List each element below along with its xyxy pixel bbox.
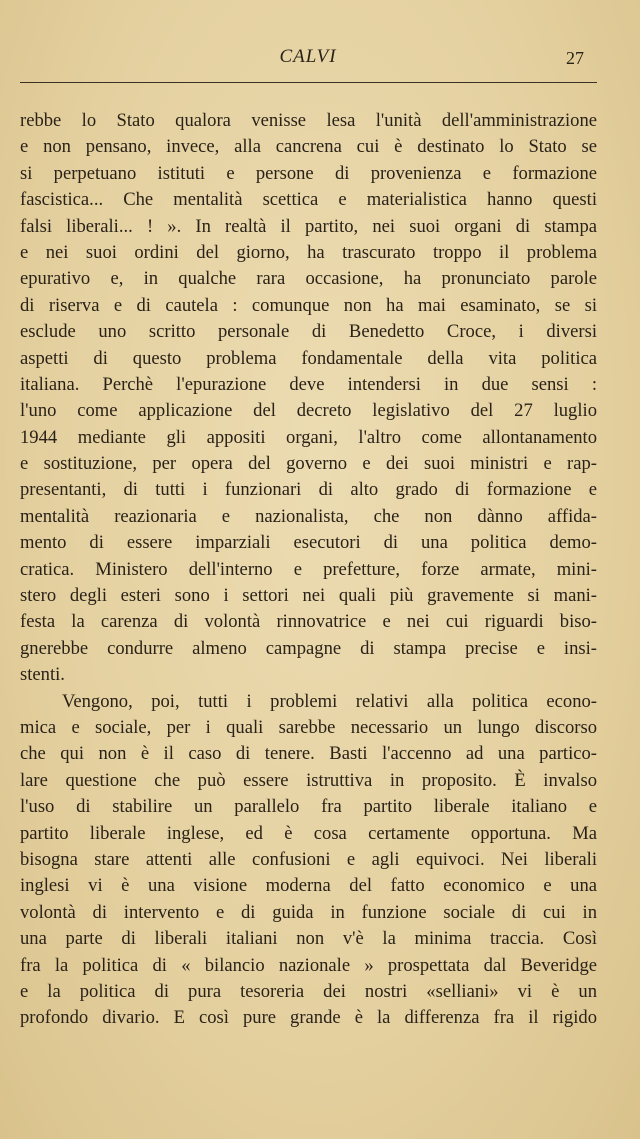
text-line: una parte di liberali italiani non v'è la minima traccia. Così <box>20 928 597 950</box>
text-line: e sostituzione, per opera del governo e dei suoi ministri e rap- <box>20 453 597 475</box>
text-line: falsi liberali... ! ». In realtà il partito, nei suoi organi di stampa <box>20 215 597 237</box>
paragraph-1 <box>20 108 597 689</box>
text-line: festa la carenza di volontà rinnovatrice e nei cui riguardi biso- <box>20 611 597 633</box>
body-text <box>20 108 597 1032</box>
text-line: aspetti di questo problema fondamentale della vita politica <box>20 347 597 369</box>
text-line: si perpetuano istituti e persone di provenienza e formazione <box>20 162 597 184</box>
text-line: volontà di intervento e di guida in funzione sociale di cui in <box>20 901 597 923</box>
running-title: CALVI <box>279 46 337 67</box>
text-line: presentanti, di tutti i funzionari di alto grado di formazione e <box>20 479 597 501</box>
text-line: l'uno come applicazione del decreto legislativo del 27 luglio <box>20 400 597 422</box>
text-line: profondo divario. E così pure grande è la differenza fra il rigido <box>20 1007 597 1029</box>
text-line: cratica. Ministero dell'interno e prefetture, forze armate, mini- <box>20 558 597 580</box>
text-line: stero degli esteri sono i settori nei quali più gravemente si mani- <box>20 585 597 607</box>
page-number: 27 <box>566 48 584 68</box>
text-line: epurativo e, in qualche rara occasione, ha pronunciato parole <box>20 268 597 290</box>
text-line: italiana. Perchè l'epurazione deve intendersi in due sensi : <box>20 373 597 395</box>
text-line: bisogna stare attenti alle confusioni e agli equivoci. Nei liberali <box>20 848 597 870</box>
text-line: 1944 mediante gli appositi organi, l'altro come allontanamento <box>20 426 597 448</box>
text-line: Vengono, poi, tutti i problemi relativi alla politica econo- <box>62 690 597 712</box>
header-rule <box>20 82 597 83</box>
text-line: di riserva e di cautela : comunque non ha mai esaminato, se si <box>20 294 597 316</box>
text-line: l'uso di stabilire un parallelo fra partito liberale italiano e <box>20 796 597 818</box>
text-line: lare questione che può essere istruttiva in proposito. È invalso <box>20 769 597 791</box>
paragraph-2 <box>20 689 597 1032</box>
text-line: mica e sociale, per i quali sarebbe necessario un lungo discorso <box>20 716 597 738</box>
text-line: gnerebbe condurre almeno campagne di stampa precise e insi- <box>20 637 597 659</box>
text-line: esclude uno scritto personale di Benedetto Croce, i diversi <box>20 321 597 343</box>
text-line: e nei suoi ordini del giorno, ha trascurato troppo il problema <box>20 241 597 263</box>
text-line: fra la politica di « bilancio nazionale » prospettata dal Beveridge <box>20 954 597 976</box>
text-line: mentalità reazionaria e nazionalista, che non dànno affida- <box>20 505 597 527</box>
running-head <box>20 46 596 76</box>
text-line: e la politica di pura tesoreria dei nostri «selliani» vi è un <box>20 980 597 1002</box>
text-line: stenti. <box>20 664 65 686</box>
text-line: partito liberale inglese, ed è cosa certamente opportuna. Ma <box>20 822 597 844</box>
text-line: e non pensano, invece, alla cancrena cui è destinato lo Stato se <box>20 136 597 158</box>
text-line: che qui non è il caso di tenere. Basti l'accenno ad una partico- <box>20 743 597 765</box>
text-line: rebbe lo Stato qualora venisse lesa l'unità dell'amministrazione <box>20 110 597 131</box>
text-line: inglesi vi è una visione moderna del fatto economico e una <box>20 875 597 897</box>
text-line: mento di essere imparziali esecutori di una politica demo- <box>20 532 597 554</box>
text-line: fascistica... Che mentalità scettica e materialistica hanno questi <box>20 189 597 211</box>
